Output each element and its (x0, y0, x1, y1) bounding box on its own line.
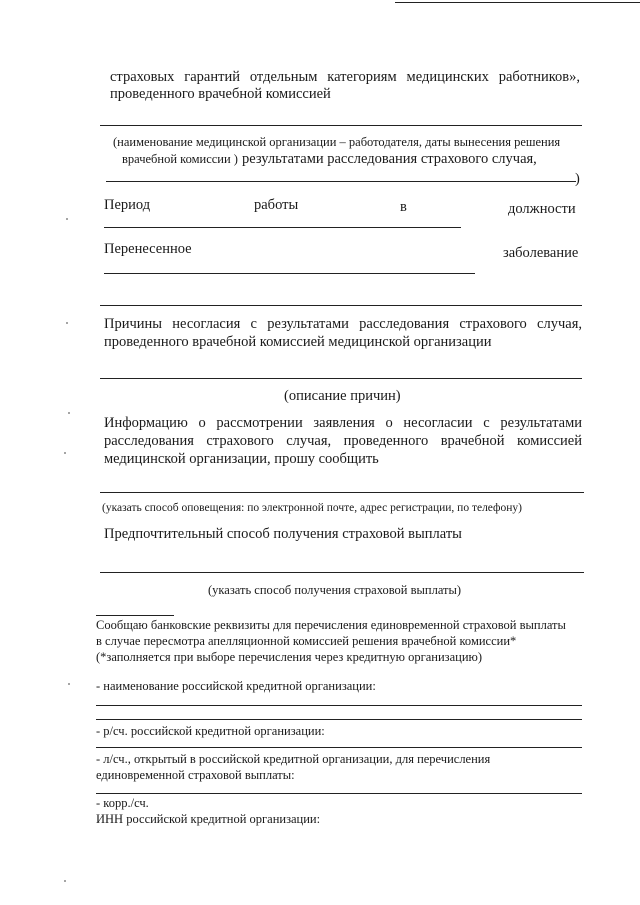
org-name-caption-line-1: (наименование медицинской организации – работодателя, даты вынесения решения (113, 135, 561, 149)
scan-speck (68, 683, 70, 685)
reasons-line-1: Причины несогласия с результатами расследования страхового случая, (104, 316, 582, 332)
personal-account-field-line (96, 793, 582, 794)
scan-speck (68, 412, 70, 414)
period-field-line (104, 227, 461, 228)
notify-field-line (100, 492, 584, 493)
org-caption-small: врачебной комиссии ) (122, 152, 238, 166)
scan-speck (66, 322, 68, 324)
info-line-1: Информацию о рассмотрении заявления о несогласии с результатами (104, 415, 582, 431)
personal-account-line-1: - л/сч., открытый в российской кредитной организации, для перечисления (96, 752, 491, 766)
top-edge-line (395, 2, 640, 3)
investigation-field-line (106, 181, 576, 182)
corr-account-label: - корр./сч. (96, 796, 149, 810)
payment-field-line (100, 572, 584, 573)
in-label: в (400, 199, 407, 215)
reasons-line-2: проведенного врачебной комиссией медицинской организации (104, 334, 492, 350)
disease-field-line (104, 273, 475, 274)
disease-label: заболевание (503, 245, 579, 261)
account-label: - р/сч. российской кредитной организации: (96, 724, 325, 738)
payment-caption: (указать способ получения страховой выплаты) (208, 583, 462, 597)
personal-account-line-2: единовременной страховой выплаты: (96, 768, 295, 782)
notify-caption: (указать способ оповещения: по электронной почте, адрес регистрации, по телефону) (102, 502, 522, 514)
scan-speck (64, 880, 66, 882)
disease-field-line-2 (100, 305, 582, 306)
transferred-label: Перенесенное (104, 241, 192, 257)
position-label: должности (508, 201, 576, 217)
bank-name-label: - наименование российской кредитной организации: (96, 679, 376, 693)
payment-method-label: Предпочтительный способ получения страховой выплаты (104, 526, 462, 542)
info-line-2: расследования страхового случая, проведенного врачебной комиссией (104, 433, 582, 449)
org-name-caption-line-2 (122, 150, 582, 168)
info-line-3: медицинской организации, прошу сообщить (104, 451, 379, 467)
bank-details-line-1: Сообщаю банковские реквизиты для перечисления единовременной страховой выплаты (96, 618, 566, 632)
scan-speck (66, 218, 68, 220)
intro-line-2: проведенного врачебной комиссией (110, 86, 331, 102)
bank-details-line-2: в случае пересмотра апелляционной комиссией решения врачебной комиссии* (96, 634, 517, 648)
investigation-results-text: результатами расследования страхового случая, (241, 151, 537, 167)
bank-name-field-line (96, 705, 582, 706)
scan-speck (64, 452, 66, 454)
intro-line-1: страховых гарантий отдельным категориям медицинских работников», (110, 69, 580, 85)
footnote-separator (96, 615, 174, 616)
org-name-field-line (100, 125, 582, 126)
work-label: работы (254, 197, 299, 213)
reasons-caption: (описание причин) (284, 388, 401, 404)
closing-paren: ) (575, 171, 580, 187)
account-field-line (96, 747, 582, 748)
inn-label: ИНН российской кредитной организации: (96, 812, 321, 826)
bank-details-line-3: (*заполняется при выборе перечисления через кредитную организацию) (96, 650, 483, 664)
reasons-field-line (100, 378, 582, 379)
bank-name-field-line-2 (96, 719, 582, 720)
period-label: Период (104, 197, 151, 213)
